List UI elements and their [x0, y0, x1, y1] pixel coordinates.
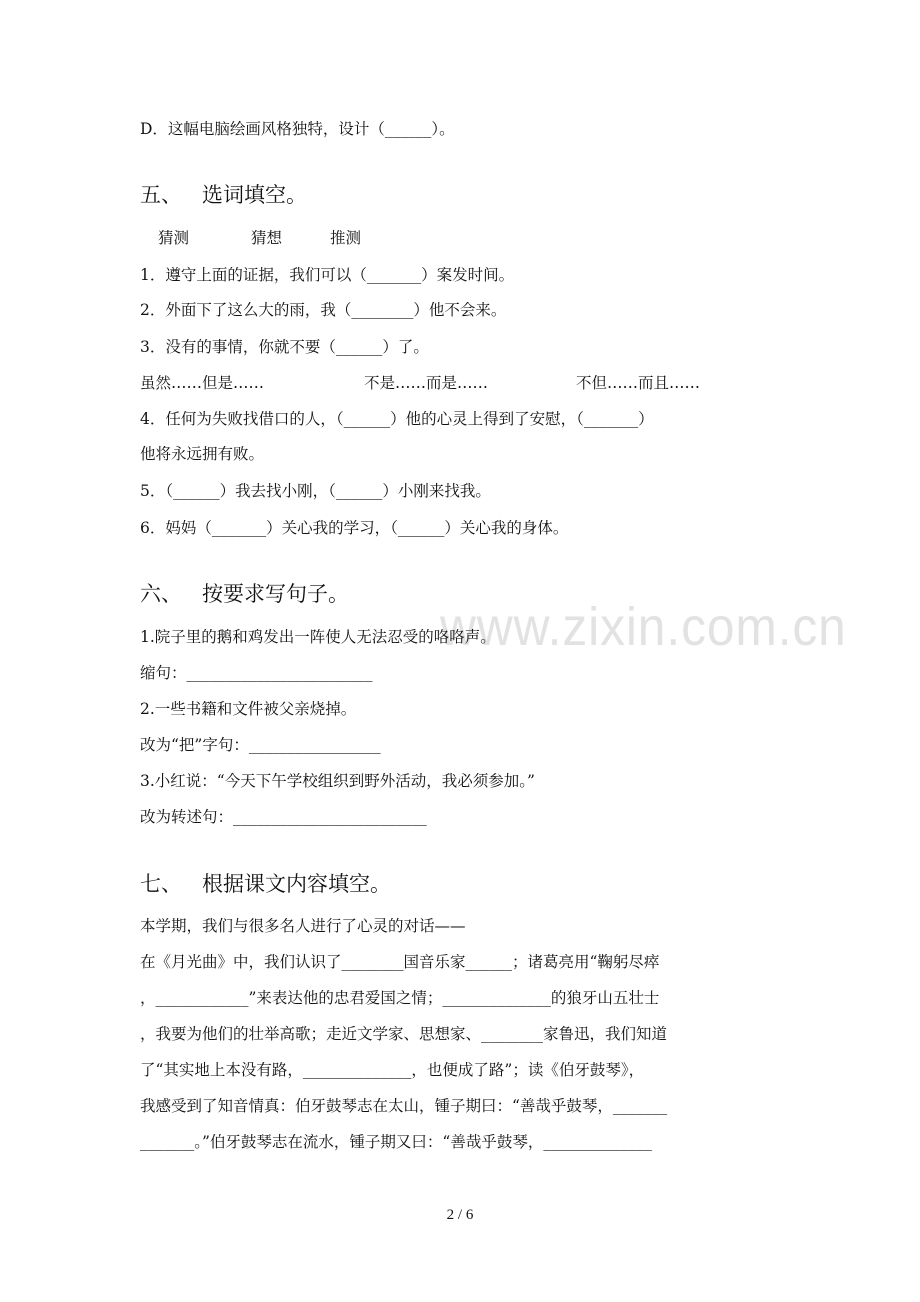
fill-item-2: 2．外面下了这么大的雨，我（________）他不会来。 — [140, 301, 507, 319]
fill-item-3: 3．没有的事情，你就不要（______）了。 — [140, 338, 429, 356]
page-number: 2 / 6 — [446, 1207, 474, 1223]
rewrite-answer-2: 改为“把”字句：_________________ — [140, 736, 381, 754]
passage-line: 本学期，我们与很多名人进行了心灵的对话—— — [140, 917, 466, 935]
word-option: 推测 — [330, 229, 362, 247]
section-number: 六、 — [140, 582, 182, 606]
passage-line: ，____________”来表达他的忠君爱国之情；______________的狼牙山五壮士 — [140, 989, 660, 1007]
section-title: 选词填空。 — [202, 183, 307, 207]
section-5-heading — [140, 181, 307, 209]
word-option: 不是……而是…… — [364, 374, 489, 392]
fill-item-6: 6．妈妈（_______）关心我的学习，（______）关心我的身体。 — [140, 519, 569, 537]
rewrite-question-1: 1.院子里的鹅和鸡发出一阵使人无法忍受的咯咯声。 — [140, 628, 496, 646]
rewrite-answer-3: 改为转述句：_________________________ — [140, 808, 427, 826]
fill-item-5: 5．（______）我去找小刚，（______）小刚来找我。 — [140, 482, 491, 500]
fill-item-1: 1．遵守上面的证据，我们可以（_______）案发时间。 — [140, 266, 515, 284]
section-7-heading — [140, 870, 391, 898]
fill-item-4-line1: 4．任何为失败找借口的人，（______）他的心灵上得到了安慰，（_______） — [140, 410, 654, 428]
section-title: 按要求写句子。 — [202, 582, 349, 606]
word-options-1 — [158, 227, 361, 249]
section-6-heading — [140, 580, 349, 608]
passage-line: 在《月光曲》中，我们认识了________国音乐家______；诸葛亮用“鞠躬尽瘁 — [140, 953, 660, 971]
passage-line: 我感受到了知音情真：伯牙鼓琴志在太山，锺子期曰：“善哉乎鼓琴，_______ — [140, 1097, 668, 1115]
section-number: 七、 — [140, 872, 182, 896]
word-option: 猜想 — [251, 229, 283, 247]
word-option: 猜测 — [158, 229, 190, 247]
word-option: 不但……而且…… — [576, 374, 701, 392]
rewrite-question-2: 2.一些书籍和文件被父亲烧掉。 — [140, 700, 357, 718]
section-title: 根据课文内容填空。 — [202, 872, 391, 896]
passage-line: 了“其实地上本没有路，______________，也便成了路”；读《伯牙鼓琴》， — [140, 1061, 645, 1079]
rewrite-question-3: 3.小红说：“今天下午学校组织到野外活动，我必须参加。” — [140, 772, 535, 790]
rewrite-answer-1: 缩句：________________________ — [140, 664, 373, 682]
passage-line: ，我要为他们的壮举高歌；走近文学家、思想家、________家鲁迅，我们知道 — [140, 1025, 668, 1043]
watermark: www.zixin.com.cn — [440, 597, 847, 657]
word-options-2 — [140, 372, 700, 394]
passage-line: _______。”伯牙鼓琴志在流水，锺子期又曰：“善哉乎鼓琴，______________ — [140, 1133, 652, 1151]
section-number: 五、 — [140, 183, 182, 207]
question-4d: D．这幅电脑绘画风格独特，设计（______）。 — [140, 120, 455, 138]
word-option: 虽然……但是…… — [140, 374, 265, 392]
fill-item-4-line2: 他将永远拥有败。 — [140, 445, 265, 463]
